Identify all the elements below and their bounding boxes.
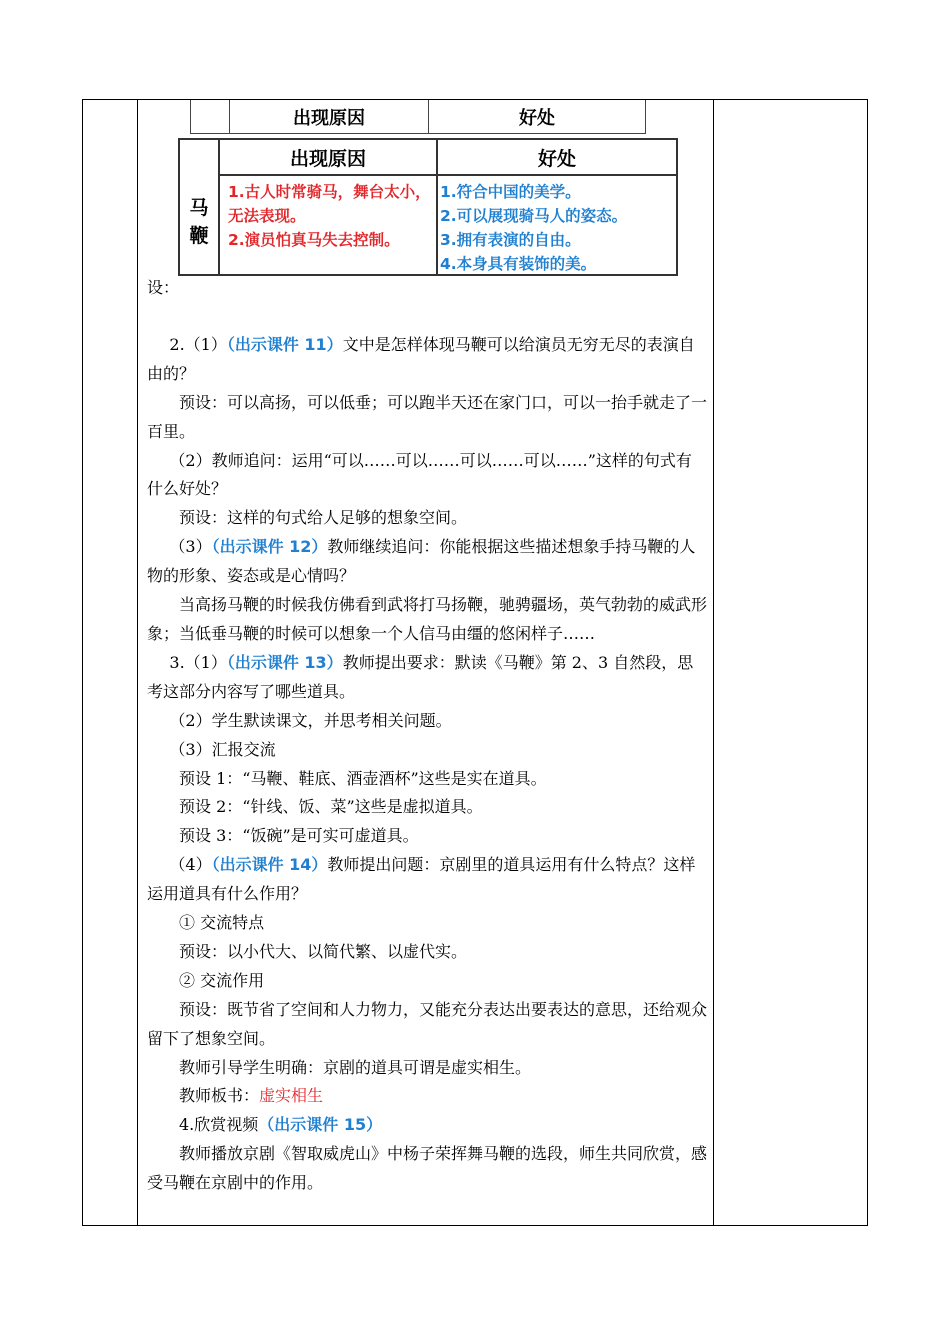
preface-end: 设： [147, 278, 180, 297]
ghost-header-reason: 出现原因 [229, 100, 429, 133]
paragraph: 预设 1：“马鞭、鞋底、酒壶酒杯”这些是实在道具。 [179, 768, 547, 788]
paragraph: 预设：可以高扬，可以低垂；可以跑半天还在家门口，可以一抬手就走了一百里。 [147, 392, 708, 441]
benefit-item: 4.本身具有装饰的美。 [440, 255, 597, 273]
courseware-ref: （出示课件 15） [258, 1115, 383, 1135]
courseware-ref: （出示课件 14） [211, 855, 328, 875]
ghost-table-header [190, 100, 646, 134]
courseware-ref: （出示课件 11） [226, 334, 343, 354]
benefits-cell [440, 180, 674, 276]
paragraph: （2）学生默读课文，并思考相关问题。 [169, 710, 452, 730]
paragraph-text: 教师继续追问：你能根据这些描述想象手持马鞭的人物的形象、姿态或是心情吗？ [147, 537, 696, 586]
column-divider-1 [137, 100, 138, 1225]
paragraph-text: 文中是怎样体现马鞭可以给演员无穷无尽的表演自由的？ [147, 334, 695, 383]
paragraph: 当高扬马鞭的时候我仿佛看到武将打马扬鞭，驰骋疆场，英气勃勃的威武形象；当低垂马鞭的时候可以想象一个人信马由缰的悠闲样子…… [147, 595, 708, 643]
side-label-char-1: 马 [189, 197, 209, 219]
courseware-ref: （出示课件 13） [226, 652, 343, 672]
benefit-item: 1.符合中国的美学。 [440, 183, 581, 201]
paragraph [147, 1082, 707, 1111]
table-inner-divider [436, 174, 438, 274]
item-number: （3） [169, 537, 212, 557]
paragraph: 预设 2：“针线、饭、菜”这些是虚拟道具。 [179, 797, 483, 817]
mabian-table [178, 138, 678, 276]
paragraph: ② 交流作用 [179, 970, 265, 990]
paragraph [147, 649, 707, 707]
paragraph: （3）汇报交流 [169, 739, 276, 759]
column-divider-2 [713, 100, 714, 1225]
paragraph [147, 533, 707, 591]
paragraph [147, 851, 707, 909]
paragraph [147, 331, 707, 389]
paragraph: 预设：以小代大、以简代繁、以虚代实。 [179, 941, 468, 961]
reason-item: 1.古人时常骑马，舞台太小，无法表现。 [228, 183, 431, 225]
reason-item: 2.演员怕真马失去控制。 [228, 231, 400, 249]
side-label-char-2: 鞭 [189, 225, 209, 247]
paragraph: ① 交流特点 [179, 913, 265, 933]
reasons-cell [228, 180, 434, 252]
paragraph-text: 4.欣赏视频 [179, 1115, 259, 1135]
board-label: 教师板书： [179, 1086, 260, 1106]
side-label [180, 140, 220, 274]
lesson-content [147, 274, 707, 1198]
paragraph-text: 教师提出要求：默读《马鞭》第 2、3 自然段，思考这部分内容写了哪些道具。 [147, 652, 694, 701]
item-number: （4） [169, 855, 212, 875]
benefit-item: 3.拥有表演的自由。 [440, 231, 581, 249]
paragraph: 预设 3：“饭碗”是可实可虚道具。 [179, 826, 419, 846]
benefit-item: 2.可以展现骑马人的姿态。 [440, 207, 628, 225]
ghost-header-benefit: 好处 [519, 107, 555, 129]
paragraph: （2）教师追问：运用“可以……可以……可以……可以……”这样的句式有什么好处？ [147, 450, 692, 499]
courseware-ref: （出示课件 12） [211, 537, 328, 557]
paragraph: 预设：既节省了空间和人力物力，又能充分表达出要表达的意思，还给观众留下了想象空间。 [147, 999, 708, 1048]
embedded-table-image [178, 100, 680, 278]
header-benefit: 好处 [438, 140, 676, 176]
item-number: 2.（1） [169, 334, 227, 354]
spacer [147, 303, 707, 331]
paragraph: 教师引导学生明确：京剧的道具可谓是虚实相生。 [179, 1057, 532, 1077]
paragraph: 教师播放京剧《智取威虎山》中杨子荣挥舞马鞭的选段，师生共同欣赏，感受马鞭在京剧中的作用。 [147, 1144, 708, 1193]
paragraph: 预设：这样的句式给人足够的想象空间。 [179, 508, 468, 528]
paragraph-text: 教师提出问题：京剧里的道具运用有什么特点？这样运用道具有什么作用？ [147, 855, 696, 904]
paragraph [147, 1111, 707, 1140]
item-number: 3.（1） [169, 652, 227, 672]
board-writing: 虚实相生 [259, 1086, 324, 1106]
header-reason: 出现原因 [220, 140, 438, 176]
